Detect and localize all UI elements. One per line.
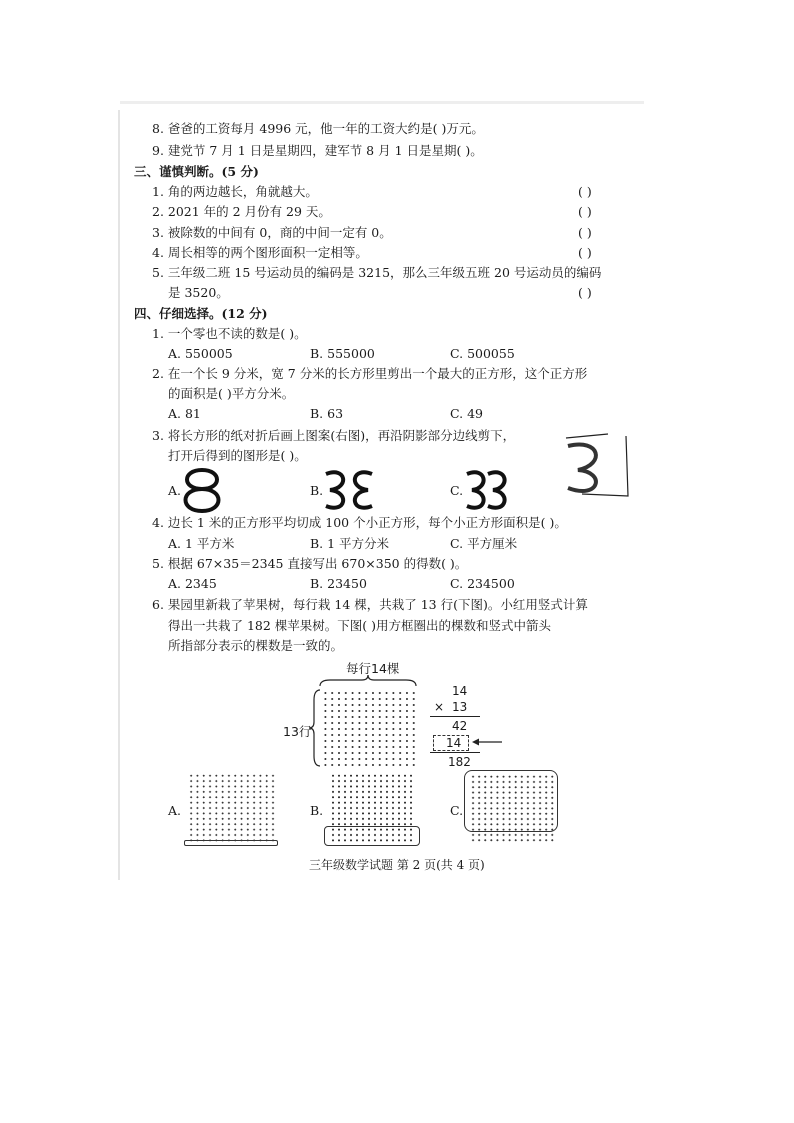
- page-footer: 三年级数学试题 第 2 页(共 4 页): [309, 858, 485, 872]
- q3-option-b-label: B.: [310, 483, 324, 498]
- arrow-icon: [472, 736, 504, 748]
- judge-item-5-cont: 是 3520。: [168, 285, 229, 300]
- folded-paper-figure: [560, 428, 636, 500]
- choice-q6-cont2: 所指部分表示的棵数是一致的。: [168, 638, 344, 653]
- dot-grid-main: [322, 690, 418, 768]
- q3-option-c-label: C.: [450, 483, 464, 498]
- fig-left-label: 13行: [283, 724, 312, 739]
- q4-option-b: B. 1 平方分米: [310, 536, 390, 551]
- dot-grid-option-a: [188, 773, 276, 843]
- left-rule: [118, 110, 120, 880]
- calc-rule: [430, 752, 480, 753]
- calc-result: 182: [448, 755, 471, 769]
- q6-option-c-label: C.: [450, 803, 464, 818]
- choice-q6-cont1: 得出一共栽了 182 棵苹果树。下图( )用方框圈出的棵数和竖式中箭头: [168, 618, 552, 633]
- fig-top-label: 每行14棵: [346, 661, 400, 676]
- judge-item-4: 4. 周长相等的两个图形面积一定相等。: [152, 245, 368, 260]
- choice-q4: 4. 边长 1 米的正方形平均切成 100 个小正方形，每个小正方形面积是( )。: [152, 515, 567, 530]
- q3-option-a-figure: [182, 466, 222, 514]
- choice-q3-cont: 打开后得到的图形是( )。: [168, 448, 307, 463]
- q4-option-a: A. 1 平方米: [168, 536, 235, 551]
- q6-option-b-label: B.: [310, 803, 324, 818]
- calc-multiplier: 13: [452, 700, 468, 714]
- choice-q3: 3. 将长方形的纸对折后画上图案(右图)，再沿阴影部分边线剪下，: [152, 428, 516, 443]
- choice-q2: 2. 在一个长 9 分米，宽 7 分米的长方形里剪出一个最大的正方形，这个正方形: [152, 366, 588, 381]
- box-option-c: [464, 770, 558, 832]
- q5-option-b: B. 23450: [310, 576, 367, 591]
- q6-option-a-label: A.: [168, 803, 182, 818]
- q1-option-a: A. 550005: [168, 346, 233, 361]
- answer-paren: ( ): [578, 184, 592, 199]
- judge-item-2: 2. 2021 年的 2 月份有 29 天。: [152, 204, 331, 219]
- q1-option-b: B. 555000: [310, 346, 375, 361]
- choice-q6: 6. 果园里新栽了苹果树，每行栽 14 棵，共栽了 13 行(下图)。小红用竖式计算: [152, 597, 588, 612]
- q4-option-c: C. 平方厘米: [450, 536, 518, 551]
- q1-option-c: C. 500055: [450, 346, 515, 361]
- left-brace: [308, 688, 322, 768]
- choice-q5: 5. 根据 67×35＝2345 直接写出 670×350 的得数( )。: [152, 556, 468, 571]
- top-brace: [318, 674, 418, 688]
- answer-paren: ( ): [578, 225, 592, 240]
- calc-partial-2: 14: [446, 736, 462, 750]
- q3-option-c-figure: [464, 466, 510, 514]
- judge-item-3: 3. 被除数的中间有 0，商的中间一定有 0。: [152, 225, 392, 240]
- box-option-a: [184, 840, 278, 846]
- question-8: 8. 爸爸的工资每月 4996 元，他一年的工资大约是( )万元。: [152, 121, 484, 136]
- choice-q1: 1. 一个零也不读的数是( )。: [152, 326, 307, 341]
- calc-operator: ×: [434, 700, 445, 714]
- section-4-title: 四、仔细选择。(12 分): [134, 306, 268, 321]
- top-rule: [120, 101, 644, 104]
- judge-item-1: 1. 角的两边越长，角就越大。: [152, 184, 318, 199]
- q2-option-b: B. 63: [310, 406, 344, 421]
- q3-option-a-label: A.: [168, 483, 182, 498]
- calc-multiplicand: 14: [452, 684, 468, 698]
- answer-paren: ( ): [578, 204, 592, 219]
- q5-option-c: C. 234500: [450, 576, 515, 591]
- q5-option-a: A. 2345: [168, 576, 217, 591]
- q2-option-a: A. 81: [168, 406, 201, 421]
- box-option-b: [324, 826, 420, 846]
- choice-q2-cont: 的面积是( )平方分米。: [168, 386, 295, 401]
- section-3-title: 三、谨慎判断。(5 分): [134, 164, 259, 179]
- calc-partial-1: 42: [452, 719, 468, 733]
- answer-paren: ( ): [578, 245, 592, 260]
- q2-option-c: C. 49: [450, 406, 483, 421]
- judge-item-5: 5. 三年级二班 15 号运动员的编码是 3215，那么三年级五班 20 号运动员的编码: [152, 265, 602, 280]
- answer-paren: ( ): [578, 285, 592, 300]
- calc-rule: [430, 716, 480, 717]
- q3-option-b-figure: [322, 466, 378, 514]
- question-9: 9. 建党节 7 月 1 日是星期四，建军节 8 月 1 日是星期( )。: [152, 143, 483, 158]
